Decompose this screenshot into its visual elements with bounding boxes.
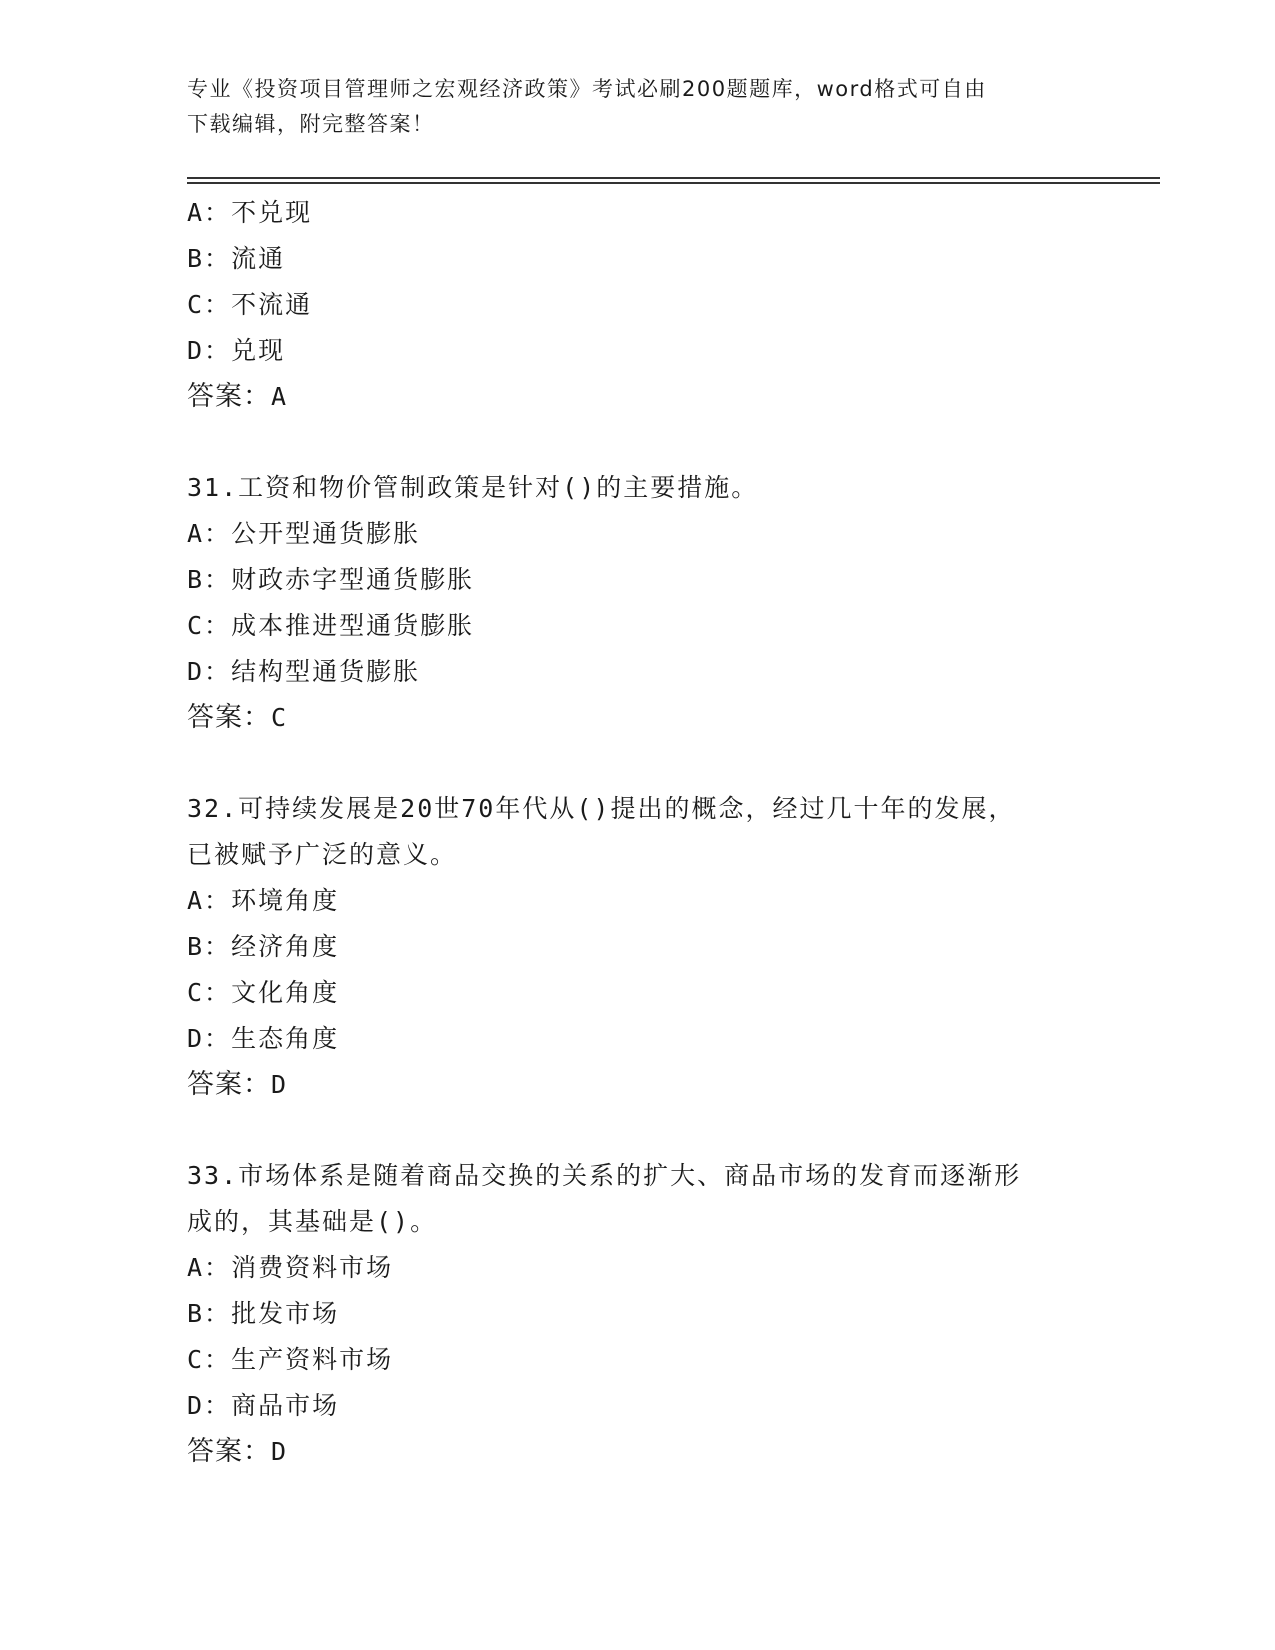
question-stem-line-2: 成的，其基础是()。 [187, 1207, 438, 1236]
answer-line: 答案：A [187, 381, 288, 412]
document-header [187, 72, 1077, 142]
answer-value: A [271, 382, 288, 411]
answer-value: D [271, 1437, 288, 1466]
question-32-block [187, 786, 1087, 1108]
question-30-block [187, 190, 1087, 420]
option-c: C：文化角度 [187, 978, 340, 1007]
option-b: B：批发市场 [187, 1299, 340, 1328]
answer-line: 答案：D [187, 1436, 288, 1467]
question-stem-line-2: 已被赋予广泛的意义。 [187, 840, 458, 869]
header-line-1: 专业《投资项目管理师之宏观经济政策》考试必刷200题题库，word格式可自由 [187, 77, 987, 101]
header-line-2: 下载编辑，附完整答案！ [187, 112, 435, 136]
question-stem-line-1: 33.市场体系是随着商品交换的关系的扩大、商品市场的发育而逐渐形 [187, 1161, 1022, 1190]
question-stem: 31.工资和物价管制政策是针对()的主要措施。 [187, 473, 759, 502]
option-d: D：兑现 [187, 336, 286, 365]
option-a: A：消费资料市场 [187, 1253, 394, 1282]
option-b: B：流通 [187, 244, 286, 273]
option-b: B：经济角度 [187, 932, 340, 961]
question-33-block [187, 1153, 1087, 1475]
answer-line: 答案：D [187, 1069, 288, 1100]
answer-value: C [271, 703, 288, 732]
option-c: C：成本推进型通货膨胀 [187, 611, 475, 640]
option-d: D：生态角度 [187, 1024, 340, 1053]
header-divider-top [187, 177, 1160, 179]
option-a: A：公开型通货膨胀 [187, 519, 421, 548]
question-31-block [187, 465, 1087, 741]
question-stem-line-1: 32.可持续发展是20世70年代从()提出的概念，经过几十年的发展， [187, 794, 1016, 823]
option-c: C：生产资料市场 [187, 1345, 394, 1374]
option-a: A：环境角度 [187, 886, 340, 915]
answer-value: D [271, 1070, 288, 1099]
option-b: B：财政赤字型通货膨胀 [187, 565, 475, 594]
option-d: D：商品市场 [187, 1391, 340, 1420]
question-list [187, 190, 1087, 1475]
answer-line: 答案：C [187, 702, 288, 733]
option-a: A：不兑现 [187, 198, 313, 227]
option-c: C：不流通 [187, 290, 313, 319]
option-d: D：结构型通货膨胀 [187, 657, 421, 686]
header-divider-bottom [187, 182, 1160, 184]
